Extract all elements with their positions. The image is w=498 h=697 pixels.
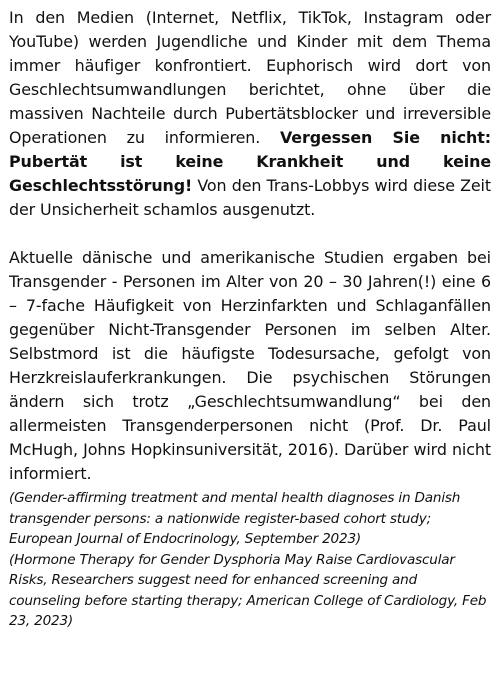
intro-bold-statement: Vergessen Sie nicht: Pubertät ist keine Krankheit und keine Geschlechtsstörung! xyxy=(9,128,491,195)
studies-paragraph: Aktuelle dänische und amerikanische Studien ergaben bei Transgender - Personen im Alter von 20 – 30 Jahren(!) eine 6 – 7-fache Häufigkeit von Herzinfarkten und Schlaganfällen gegenüber Nicht-Transgender Personen im selben Alter. Selbstmord ist die häufigste Todesursache, gefolgt von Herzkreislauferkrankungen. Die psychischen Störungen ändern sich trotz „Geschlechtsumwandlung“ bei den allermeisten Transgenderpersonen nicht (Prof. Dr. Paul McHugh, Johns Hopkinsuniversität, 2016). Darüber wird nicht informiert. xyxy=(9,248,491,483)
intro-text-after: Von den Trans-Lobbys wird diese Zeit der Unsicherheit schamlos ausgenutzt. xyxy=(9,176,491,219)
references-block xyxy=(9,488,491,632)
reference-2: (Hormone Therapy for Gender Dysphoria May Raise Cardiovascular Risks, Researchers suggest need for enhanced screening and counseling before starting therapy; American College of Cardiology, Feb 23, 2023) xyxy=(9,551,487,629)
intro-text-before: In den Medien (Internet, Netflix, TikTok, Instagram oder YouTube) werden Jugendliche und Kinder mit dem Thema immer häufiger konfrontiert. Euphorisch wird dort von Geschlechtsumwandlungen berichtet, ohne über die massiven Nachteile durch Pubertätsblocker und irreversible Operationen zu informieren. xyxy=(9,8,491,147)
document-page xyxy=(9,6,491,632)
reference-1: (Gender-affirming treatment and mental health diagnoses in Danish transgender persons: a nationwide register-based cohort study; European Journal of Endocrinology, September 2023) xyxy=(9,490,461,547)
intro-paragraph xyxy=(9,6,491,222)
